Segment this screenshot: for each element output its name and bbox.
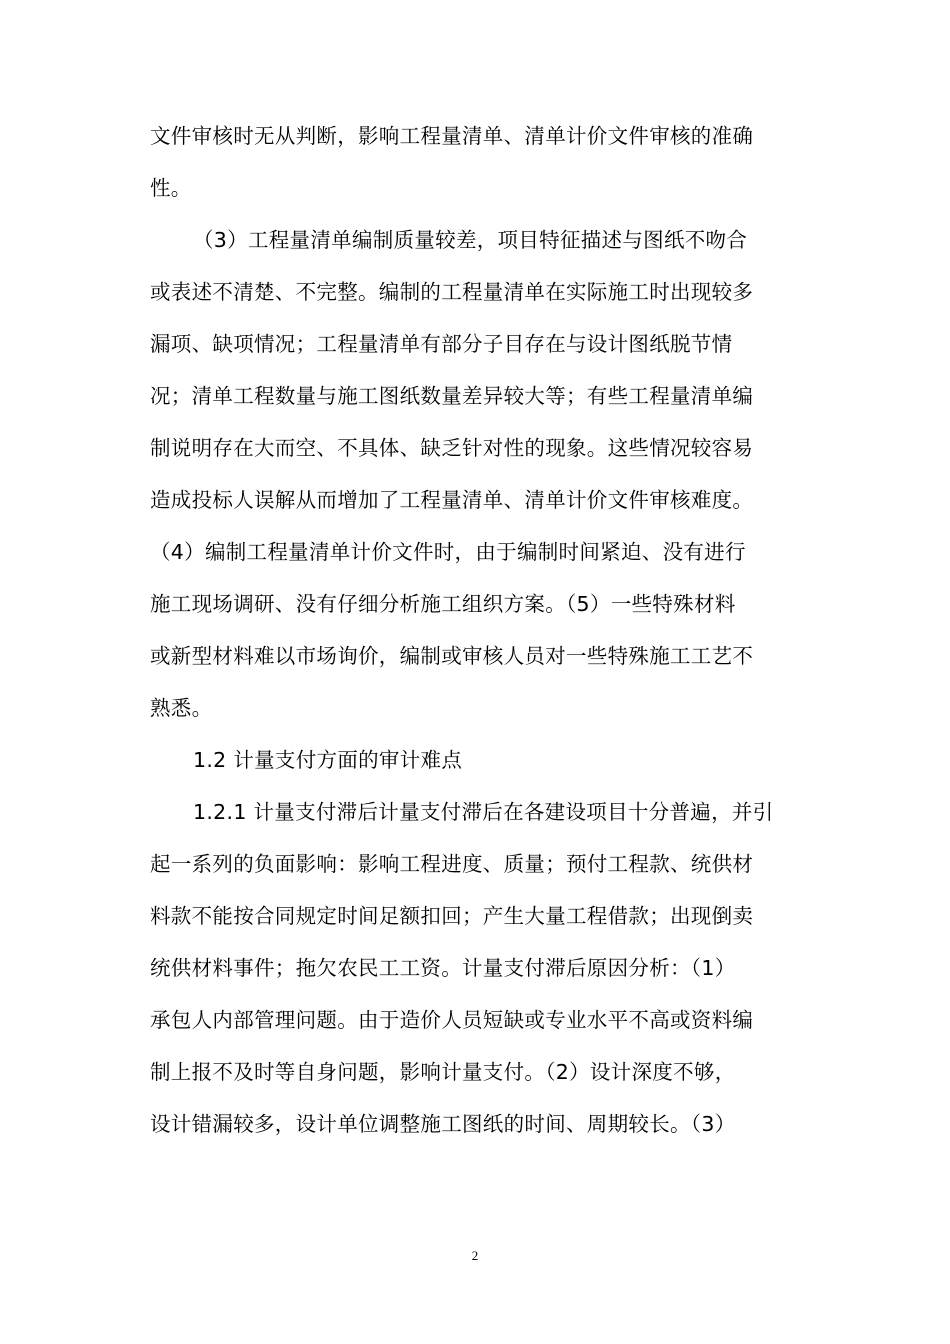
text-line: 或表述不清楚、不完整。编制的工程量清单在实际施工时出现较多 — [150, 280, 754, 304]
text-line: 熟悉。 — [150, 696, 213, 720]
text-line: 性。 — [150, 176, 192, 200]
text-line: 统供材料事件；拖欠农民工工资。计量支付滞后原因分析：（1） — [150, 956, 736, 980]
text-line: 造成投标人误解从而增加了工程量清单、清单计价文件审核难度。 — [150, 488, 754, 512]
text-line: 文件审核时无从判断，影响工程量清单、清单计价文件审核的准确 — [150, 124, 754, 148]
text-line: 料款不能按合同规定时间足额扣回；产生大量工程借款；出现倒卖 — [150, 904, 754, 928]
text-line: 况；清单工程数量与施工图纸数量差异较大等；有些工程量清单编 — [150, 384, 754, 408]
text-line: 1.2.1 计量支付滞后计量支付滞后在各建设项目十分普遍，并引 — [193, 800, 774, 824]
text-line: 或新型材料难以市场询价，编制或审核人员对一些特殊施工工艺不 — [150, 644, 754, 668]
text-line: 起一系列的负面影响：影响工程进度、质量；预付工程款、统供材 — [150, 852, 754, 876]
text-line: （3）工程量清单编制质量较差，项目特征描述与图纸不吻合 — [193, 228, 748, 252]
text-line: 设计错漏较多，设计单位调整施工图纸的时间、周期较长。（3） — [150, 1112, 736, 1136]
section-heading: 1.2 计量支付方面的审计难点 — [193, 748, 463, 772]
page-number: 2 — [471, 1248, 479, 1263]
text-line: 漏项、缺项情况；工程量清单有部分子目存在与设计图纸脱节情 — [150, 332, 733, 356]
text-line: 承包人内部管理问题。由于造价人员短缺或专业水平不高或资料编 — [150, 1008, 754, 1032]
text-line: （4）编制工程量清单计价文件时，由于编制时间紧迫、没有进行 — [150, 540, 746, 564]
text-line: 施工现场调研、没有仔细分析施工组织方案。（5）一些特殊材料 — [150, 592, 736, 616]
text-line: 制说明存在大而空、不具体、缺乏针对性的现象。这些情况较容易 — [150, 436, 754, 460]
text-line: 制上报不及时等自身问题，影响计量支付。（2）设计深度不够， — [150, 1060, 736, 1084]
